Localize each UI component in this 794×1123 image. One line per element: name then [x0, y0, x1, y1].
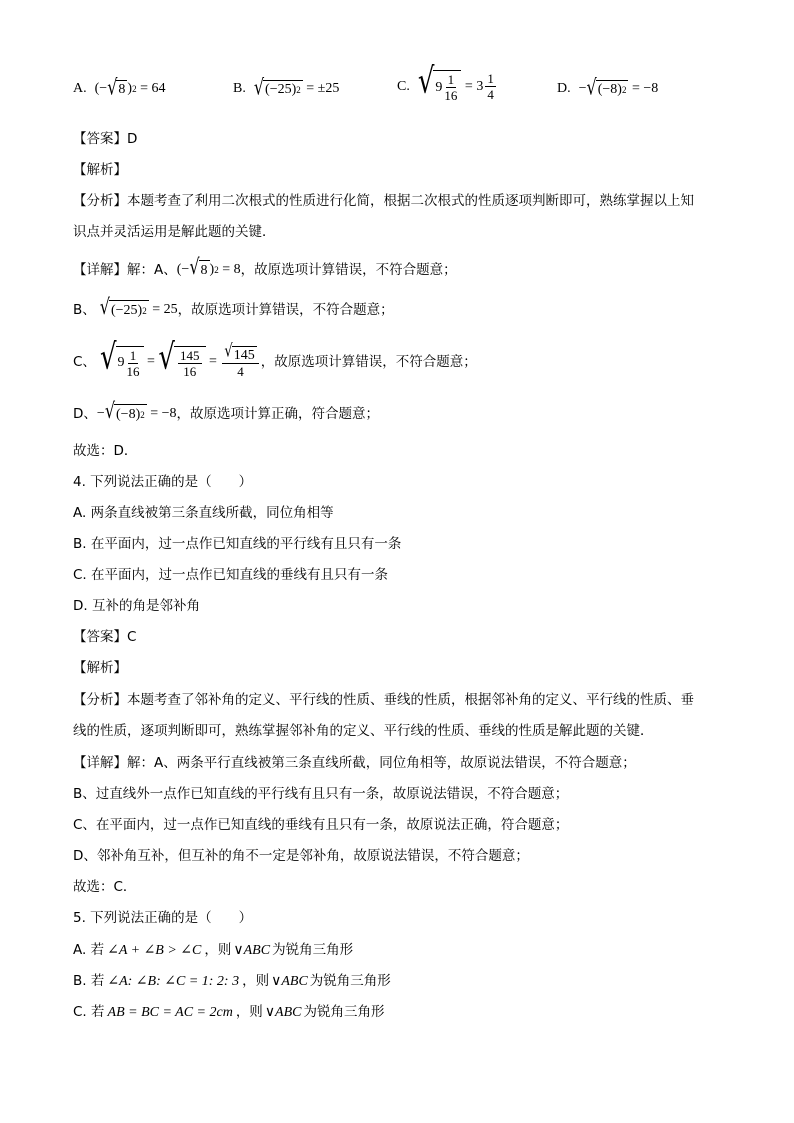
q4-detail-b: B、过直线外一点作已知直线的平行线有且只有一条，故原说法错误，不符合题意；	[73, 786, 569, 802]
q3-analysis-line2: 识点并灵活运用是解此题的关键．	[73, 224, 276, 240]
q3-analysis-line1: 【分析】本题考查了利用二次根式的性质进行化简，根据二次根式的性质逐项判断即可，熟练掌握以上知	[73, 193, 694, 209]
q5-option-c: C. 若 AB = BC = AC = 2cm ，则 ∨ABC 为锐角三角形	[73, 1004, 385, 1020]
q4-stem: 4. 下列说法正确的是（ ）	[73, 474, 253, 490]
q4-detail-c: C、在平面内，过一点作已知直线的垂线有且只有一条，故原说法正确，符合题意；	[73, 817, 569, 833]
q3-answer: 【答案】D	[73, 131, 138, 147]
sqrt-symbol: √ 9 $\frac{1}{16}$	[100, 346, 144, 379]
sqrt-symbol: √ $\frac{145}{16}$	[158, 346, 205, 379]
sqrt-symbol: √ (−8) 2	[104, 397, 145, 424]
q4-answer: 【答案】C	[73, 629, 137, 645]
option-a-label: A.	[73, 81, 87, 96]
q5-stem: 5. 下列说法正确的是（ ）	[73, 910, 253, 926]
option-c-label: C.	[397, 78, 410, 94]
option-a: A. (− √ 8 ) 2 = 64	[73, 74, 166, 100]
sqrt-symbol: √ 8	[189, 253, 208, 280]
q4-conclusion: 故选：C．	[73, 879, 137, 895]
q4-option-d: D. 互补的角是邻补角	[73, 598, 200, 614]
q3-detail-c: C、 √ 9 $\frac{1}{16}$ = √ $\frac{145}{16}$ = √ 145 4 ，故原选项计算错误，不符合题意；	[73, 337, 477, 379]
q4-analysis-line1: 【分析】本题考查了邻补角的定义、平行线的性质、垂线的性质，根据邻补角的定义、平行线的性质、垂	[73, 692, 694, 708]
q5-option-a: A. 若 ∠A + ∠B > ∠C ，则 ∨ABC 为锐角三角形	[73, 942, 354, 958]
sqrt-symbol: √ (−25) 2	[99, 293, 147, 320]
option-b: B. √ (−25) 2 = ±25	[233, 74, 340, 100]
q4-analysis-title: 【解析】	[73, 660, 127, 676]
q5-option-b: B. 若 ∠A: ∠B: ∠C = 1: 2: 3 ，则 ∨ABC 为锐角三角形	[73, 973, 391, 989]
q4-option-b: B. 在平面内，过一点作已知直线的平行线有且只有一条	[73, 536, 402, 552]
q3-analysis-title: 【解析】	[73, 162, 127, 178]
option-b-label: B.	[233, 81, 246, 96]
q3-detail-a: 【详解】解：A、 (− √ 8 ) 2 = 8 ，故原选项计算错误，不符合题意；	[73, 253, 457, 280]
option-a-expr-pre: (−	[94, 81, 108, 96]
q3-detail-d: D、 − √ (−8) 2 = −8 ，故原选项计算正确，符合题意；	[73, 397, 380, 424]
q4-analysis-line2: 线的性质，逐项判断即可，熟练掌握邻补角的定义、平行线的性质、垂线的性质是解此题的关键．	[73, 723, 654, 739]
sqrt-symbol: √ (−25) 2	[253, 74, 301, 100]
q4-option-c: C. 在平面内，过一点作已知直线的垂线有且只有一条	[73, 567, 389, 583]
sqrt-symbol: √ 8	[107, 74, 126, 100]
q4-detail-d: D、邻补角互补，但互补的角不一定是邻补角，故原说法错误，不符合题意；	[73, 848, 529, 864]
option-d-label: D.	[557, 81, 571, 96]
q3-conclusion: 故选：D．	[73, 443, 138, 459]
option-d: D. − √ (−8) 2 = −8	[557, 74, 659, 100]
q4-detail-a: 【详解】解：A、两条平行直线被第三条直线所截，同位角相等，故原说法错误，不符合题意；	[73, 755, 636, 771]
q4-option-a: A. 两条直线被第三条直线所截，同位角相等	[73, 505, 334, 521]
fraction: √ 145 4	[222, 345, 258, 379]
sqrt-symbol: √ 9 $\frac{1}{16}$	[418, 70, 462, 103]
sqrt-symbol: √ (−8) 2	[586, 74, 627, 100]
option-c: C. √ 9 $\frac{1}{16}$ = 3 $\frac{1}{4}$	[397, 61, 494, 103]
q3-detail-b: B、 √ (−25) 2 = 25 ，故原选项计算错误，不符合题意；	[73, 293, 394, 320]
